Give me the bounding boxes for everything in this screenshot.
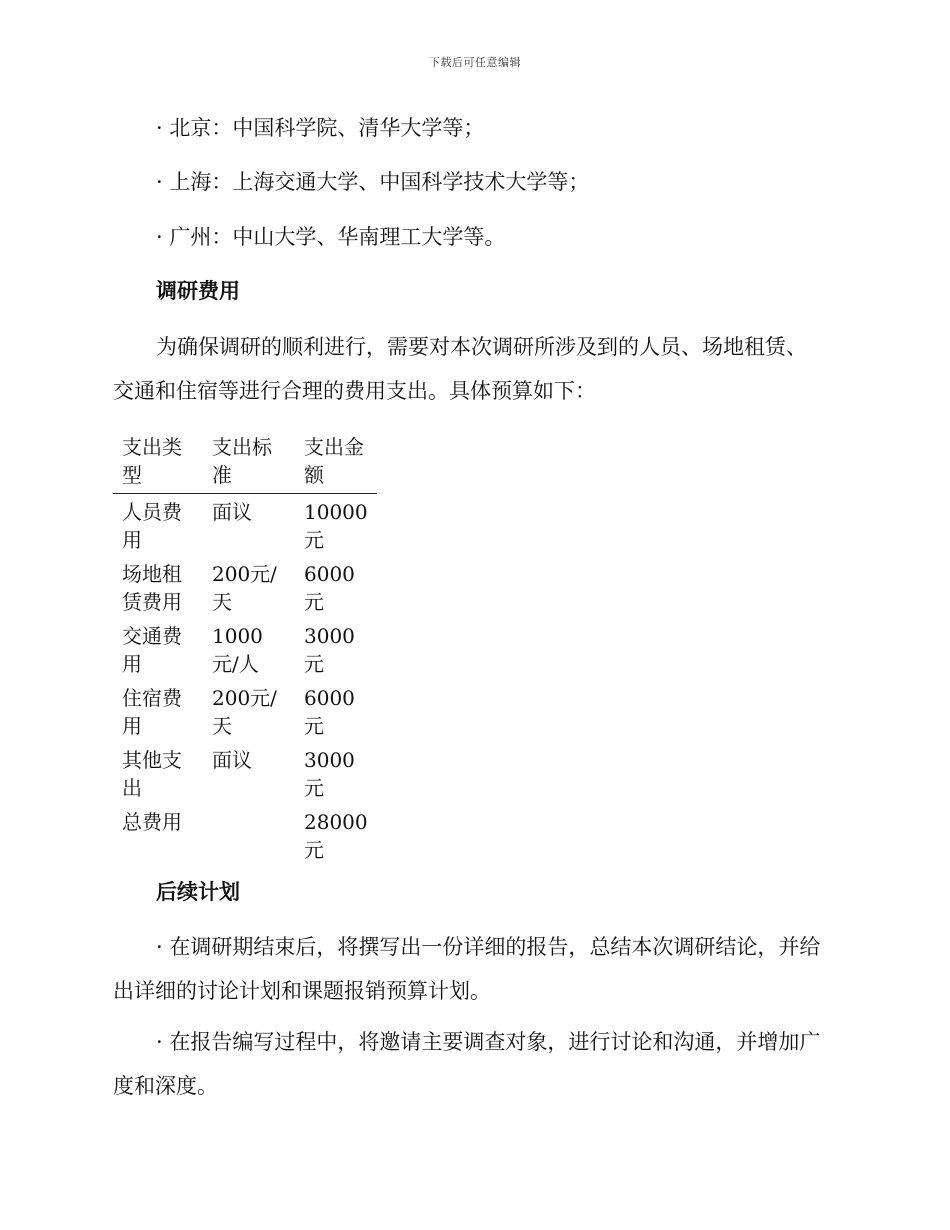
cell-amount: 3000元 [304, 748, 355, 800]
table-row-total [113, 804, 377, 866]
cell-standard: 面议 [212, 500, 252, 524]
table-row [113, 742, 377, 804]
budget-table [113, 431, 377, 866]
cell-standard: 200元/天 [212, 686, 277, 738]
plan-item-report: · 在调研期结束后，将撰写出一份详细的报告，总结本次调研结论，并给出详细的讨论计划和课题报销预算计划。 [113, 935, 821, 1003]
cell-amount: 6000元 [304, 562, 355, 614]
table-row [113, 680, 377, 742]
cell-type: 场地租赁费用 [122, 562, 182, 614]
cell-standard [203, 804, 295, 866]
cell-amount: 28000元 [304, 810, 368, 862]
table-row [113, 556, 377, 618]
col-header-amount: 支出金额 [295, 431, 377, 494]
cell-type: 其他支出 [122, 748, 182, 800]
cell-type: 住宿费用 [122, 686, 182, 738]
list-item-shanghai: · 上海：上海交通大学、中国科学技术大学等； [156, 170, 590, 194]
cell-standard: 面议 [212, 748, 252, 772]
col-header-type: 支出类型 [113, 431, 203, 494]
section-heading-plan: 后续计划 [156, 879, 240, 904]
cell-amount: 10000元 [304, 500, 368, 552]
col-header-standard: 支出标准 [203, 431, 295, 494]
list-item-beijing: · 北京：中国科学院、清华大学等； [156, 116, 485, 140]
cell-type: 交通费用 [122, 624, 182, 676]
cell-amount: 3000元 [304, 624, 355, 676]
cell-type: 总费用 [122, 810, 182, 834]
table-row [113, 494, 377, 557]
cell-amount: 6000元 [304, 686, 355, 738]
cell-type: 人员费用 [122, 500, 182, 552]
cell-standard: 200元/天 [212, 562, 277, 614]
section-heading-fees: 调研费用 [156, 278, 240, 303]
page-header: 下载后可任意编辑 [429, 56, 521, 69]
table-row [113, 618, 377, 680]
list-item-guangzhou: · 广州：中山大学、华南理工大学等。 [156, 225, 506, 249]
table-header-row [113, 431, 377, 494]
plan-item-discussion: · 在报告编写过程中，将邀请主要调查对象，进行讨论和沟通，并增加广度和深度。 [113, 1030, 821, 1098]
cell-standard: 1000元/人 [212, 624, 263, 676]
fees-paragraph: 为确保调研的顺利进行，需要对本次调研所涉及到的人员、场地租赁、交通和住宿等进行合理的费用支出。具体预算如下： [113, 335, 807, 403]
